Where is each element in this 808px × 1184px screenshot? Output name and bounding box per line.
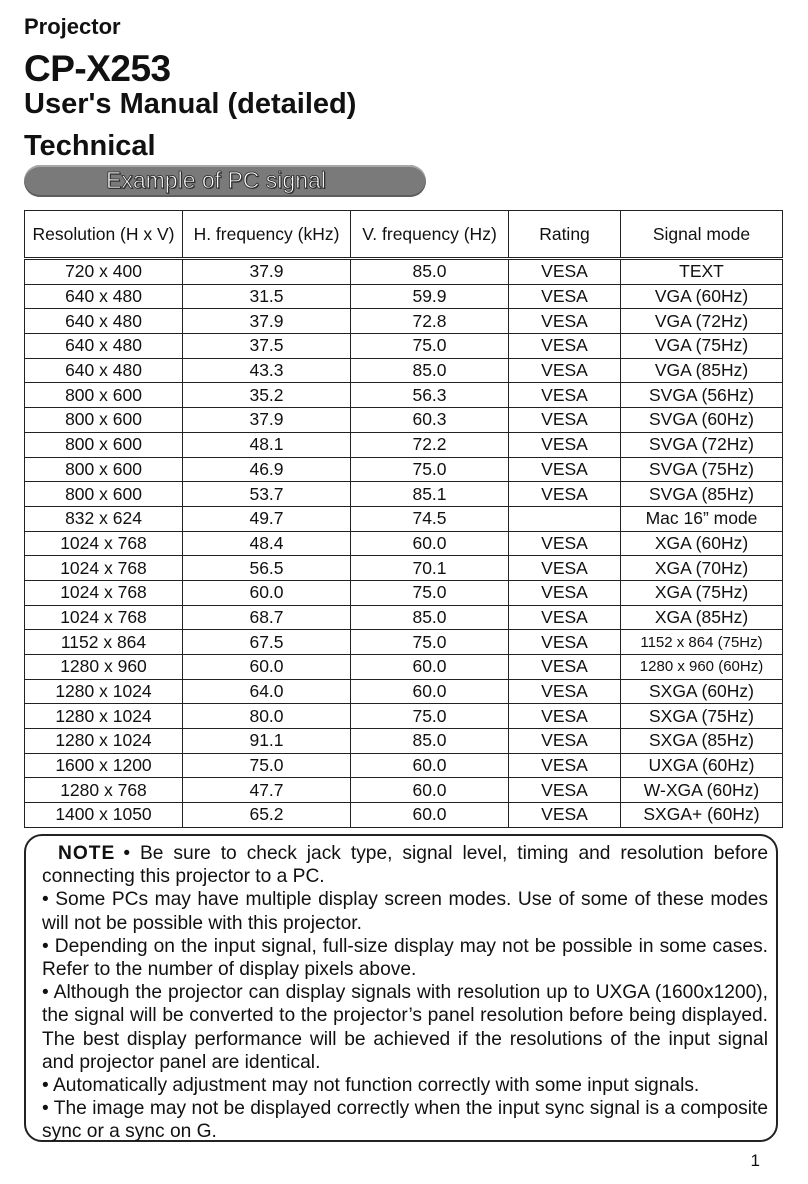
table-cell: 85.0 — [351, 259, 509, 285]
header-manual-title: User's Manual (detailed) — [24, 88, 357, 120]
table-row — [25, 556, 783, 581]
table-cell: 43.3 — [183, 358, 351, 383]
table-cell: 60.3 — [351, 408, 509, 433]
table-cell: 1024 x 768 — [25, 531, 183, 556]
table-cell: 53.7 — [183, 482, 351, 507]
table-cell: 1152 x 864 — [25, 630, 183, 655]
table-row — [25, 259, 783, 285]
table-cell: 46.9 — [183, 457, 351, 482]
table-row — [25, 457, 783, 482]
note-text — [42, 842, 768, 1144]
table-cell: 85.0 — [351, 729, 509, 754]
table-row — [25, 803, 783, 828]
table-cell: VESA — [509, 408, 621, 433]
table-row — [25, 482, 783, 507]
table-cell: 60.0 — [351, 803, 509, 828]
column-header: Signal mode — [621, 211, 783, 259]
table-cell: 70.1 — [351, 556, 509, 581]
table-row — [25, 778, 783, 803]
table-cell: 65.2 — [183, 803, 351, 828]
table-cell: SVGA (85Hz) — [621, 482, 783, 507]
table-cell: 60.0 — [351, 679, 509, 704]
subsection-title: Example of PC signal — [106, 167, 326, 193]
table-cell: 67.5 — [183, 630, 351, 655]
pc-signal-table — [24, 210, 783, 828]
table-cell: VESA — [509, 358, 621, 383]
table-cell: 1280 x 768 — [25, 778, 183, 803]
table-cell: 1600 x 1200 — [25, 753, 183, 778]
table-cell: 37.9 — [183, 408, 351, 433]
note-label: NOTE — [58, 843, 116, 864]
header-model: CP-X253 — [24, 48, 171, 89]
column-header: Resolution (H x V) — [25, 211, 183, 259]
table-cell: 75.0 — [351, 457, 509, 482]
table-cell: 35.2 — [183, 383, 351, 408]
note-item: • Some PCs may have multiple display screen modes. Use of some of these modes will not be possible with this projector. — [42, 889, 768, 934]
table-cell: 640 x 480 — [25, 358, 183, 383]
table-cell: VGA (85Hz) — [621, 358, 783, 383]
table-cell: VESA — [509, 630, 621, 655]
table-cell: VESA — [509, 679, 621, 704]
table-cell: 640 x 480 — [25, 309, 183, 334]
table-cell: SVGA (56Hz) — [621, 383, 783, 408]
table-cell: 85.0 — [351, 358, 509, 383]
table-cell: 640 x 480 — [25, 334, 183, 359]
table-cell: VESA — [509, 655, 621, 680]
table-cell: 800 x 600 — [25, 457, 183, 482]
table-cell: XGA (60Hz) — [621, 531, 783, 556]
table-row — [25, 729, 783, 754]
table-cell: SVGA (72Hz) — [621, 432, 783, 457]
table-cell: 75.0 — [351, 704, 509, 729]
table-row — [25, 432, 783, 457]
table-row — [25, 605, 783, 630]
table-cell: 800 x 600 — [25, 482, 183, 507]
table-row — [25, 531, 783, 556]
table-cell: 1280 x 960 (60Hz) — [621, 655, 783, 680]
table-cell: XGA (70Hz) — [621, 556, 783, 581]
table-cell: 800 x 600 — [25, 383, 183, 408]
table-row — [25, 358, 783, 383]
table-cell: 800 x 600 — [25, 408, 183, 433]
table-cell: 800 x 600 — [25, 432, 183, 457]
table-row — [25, 580, 783, 605]
table-body — [25, 259, 783, 828]
section-title: Technical — [24, 130, 156, 162]
table-cell: 68.7 — [183, 605, 351, 630]
header-category: Projector — [24, 14, 121, 39]
table-cell: 85.1 — [351, 482, 509, 507]
subsection-pill — [24, 165, 426, 197]
note-box — [24, 834, 778, 1142]
table-row — [25, 753, 783, 778]
table-cell: VESA — [509, 778, 621, 803]
table-row — [25, 383, 783, 408]
page-number: 1 — [750, 1151, 760, 1170]
table-cell: 60.0 — [183, 655, 351, 680]
table-cell: 56.3 — [351, 383, 509, 408]
table-cell: 85.0 — [351, 605, 509, 630]
table-cell: VESA — [509, 605, 621, 630]
table-cell: 1280 x 1024 — [25, 679, 183, 704]
table-cell: 1024 x 768 — [25, 605, 183, 630]
table-cell: 64.0 — [183, 679, 351, 704]
table-cell: 60.0 — [351, 753, 509, 778]
note-item: • Automatically adjustment may not function correctly with some input signals. — [42, 1075, 700, 1097]
note-item: NOTE • Be sure to check jack type, signal level, timing and resolution before connecting this projector to a PC. — [42, 843, 768, 888]
table-cell: VESA — [509, 259, 621, 285]
column-header: V. frequency (Hz) — [351, 211, 509, 259]
table-cell: VGA (75Hz) — [621, 334, 783, 359]
table-cell: VESA — [509, 432, 621, 457]
table-cell: SXGA (75Hz) — [621, 704, 783, 729]
table-row — [25, 506, 783, 531]
table-cell: 832 x 624 — [25, 506, 183, 531]
table-row — [25, 655, 783, 680]
table-row — [25, 309, 783, 334]
table-cell: SVGA (75Hz) — [621, 457, 783, 482]
note-item: • Although the projector can display signals with resolution up to UXGA (1600x1200), the signal will be converted to the projector’s panel resolution before being displayed. The best display performance will be achieved if the resolutions of the input signal and projector panel are identical. — [42, 982, 768, 1073]
table-cell: 75.0 — [351, 630, 509, 655]
column-header: H. frequency (kHz) — [183, 211, 351, 259]
table-cell: VESA — [509, 753, 621, 778]
table-cell: SXGA (85Hz) — [621, 729, 783, 754]
table-cell: 80.0 — [183, 704, 351, 729]
table-cell: VESA — [509, 729, 621, 754]
table-cell: 640 x 480 — [25, 284, 183, 309]
table-cell: SVGA (60Hz) — [621, 408, 783, 433]
table-cell: 47.7 — [183, 778, 351, 803]
table-cell: 75.0 — [351, 580, 509, 605]
table-cell: VESA — [509, 531, 621, 556]
table-cell: VESA — [509, 309, 621, 334]
table-cell: VESA — [509, 383, 621, 408]
table-cell: VESA — [509, 457, 621, 482]
table-cell: 720 x 400 — [25, 259, 183, 285]
table-header-row — [25, 211, 783, 259]
note-item: • The image may not be displayed correctly when the input sync signal is a composite sync or a sync on G. — [42, 1098, 768, 1143]
table-cell: 59.9 — [351, 284, 509, 309]
column-header: Rating — [509, 211, 621, 259]
table-row — [25, 679, 783, 704]
table-cell: 60.0 — [351, 531, 509, 556]
table-cell: 75.0 — [183, 753, 351, 778]
table-cell: 1152 x 864 (75Hz) — [621, 630, 783, 655]
table-cell: 48.1 — [183, 432, 351, 457]
table-cell: UXGA (60Hz) — [621, 753, 783, 778]
table-cell: XGA (85Hz) — [621, 605, 783, 630]
table-row — [25, 408, 783, 433]
table-cell: TEXT — [621, 259, 783, 285]
table-cell: Mac 16” mode — [621, 506, 783, 531]
table-cell: VESA — [509, 284, 621, 309]
table-cell: 74.5 — [351, 506, 509, 531]
table-cell: VESA — [509, 334, 621, 359]
table-cell: 37.9 — [183, 259, 351, 285]
table-cell: VESA — [509, 803, 621, 828]
table-cell: 37.5 — [183, 334, 351, 359]
table-row — [25, 630, 783, 655]
table-cell: VESA — [509, 556, 621, 581]
table-cell: SXGA+ (60Hz) — [621, 803, 783, 828]
table-cell: VESA — [509, 580, 621, 605]
table-cell: SXGA (60Hz) — [621, 679, 783, 704]
table-cell: 72.2 — [351, 432, 509, 457]
table-row — [25, 334, 783, 359]
table-cell: 1280 x 1024 — [25, 704, 183, 729]
table-cell: 49.7 — [183, 506, 351, 531]
table-cell: 37.9 — [183, 309, 351, 334]
table-cell: VGA (72Hz) — [621, 309, 783, 334]
note-item: • Depending on the input signal, full-size display may not be possible in some cases. Refer to the number of display pixels above. — [42, 935, 768, 981]
table-cell: 60.0 — [351, 655, 509, 680]
table-cell: VESA — [509, 704, 621, 729]
table-row — [25, 704, 783, 729]
table-cell: 91.1 — [183, 729, 351, 754]
table-cell: 31.5 — [183, 284, 351, 309]
table-cell: VGA (60Hz) — [621, 284, 783, 309]
table-cell: 1280 x 960 — [25, 655, 183, 680]
table-cell: 75.0 — [351, 334, 509, 359]
table-cell: 72.8 — [351, 309, 509, 334]
table-cell: 1024 x 768 — [25, 556, 183, 581]
table-cell: 56.5 — [183, 556, 351, 581]
table-cell: XGA (75Hz) — [621, 580, 783, 605]
table-cell: W-XGA (60Hz) — [621, 778, 783, 803]
table-row — [25, 284, 783, 309]
table-cell: 48.4 — [183, 531, 351, 556]
table-cell: 1280 x 1024 — [25, 729, 183, 754]
table-cell: 1024 x 768 — [25, 580, 183, 605]
table-cell: 60.0 — [351, 778, 509, 803]
table-cell: 60.0 — [183, 580, 351, 605]
table-cell: 1400 x 1050 — [25, 803, 183, 828]
table-cell — [509, 506, 621, 531]
table-cell: VESA — [509, 482, 621, 507]
